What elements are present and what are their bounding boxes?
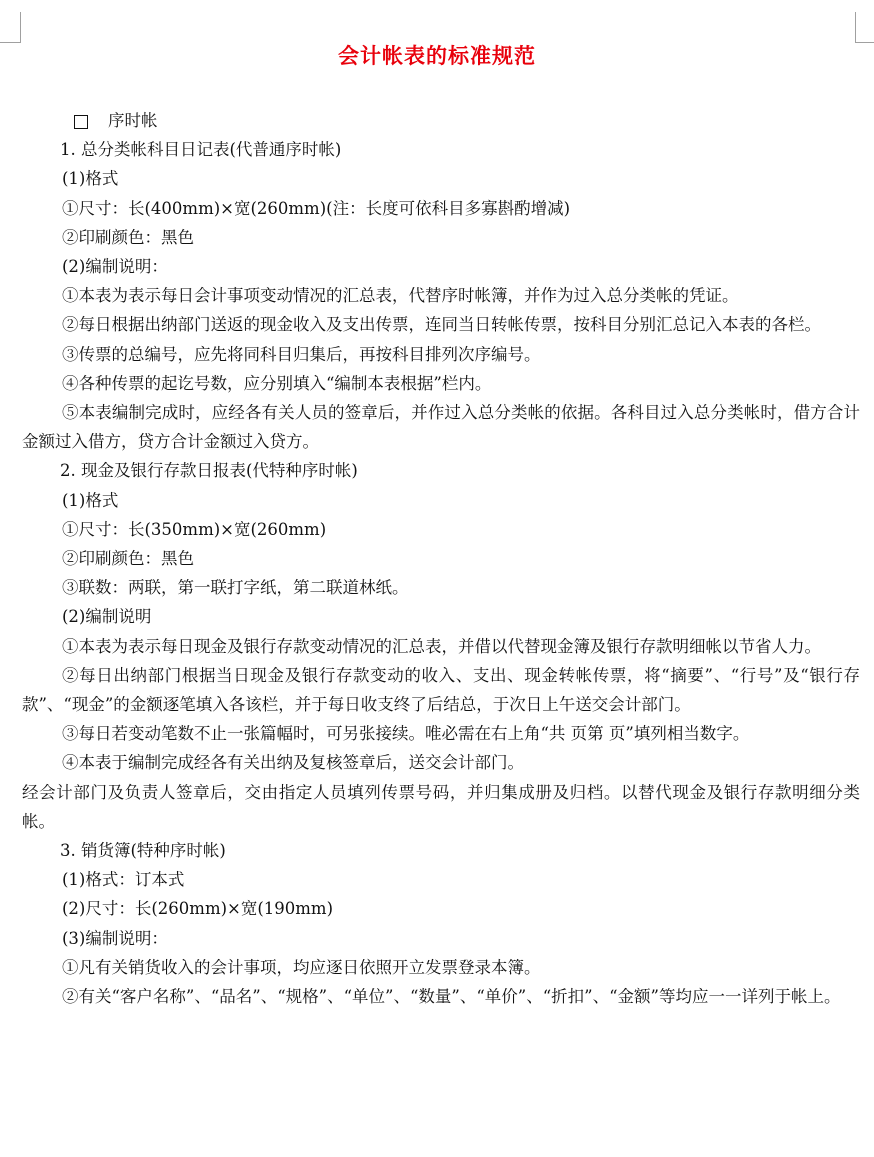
paragraph: ①本表为表示每日现金及银行存款变动情况的汇总表，并借以代替现金簿及银行存款明细帐以节省人力。: [62, 636, 821, 656]
paragraph: 经会计部门及负责人签章后，交由指定人员填列传票号码，并归集成册及归档。以替代现金及银行存款明细分类帐。: [22, 782, 860, 831]
paragraph: (3)编制说明：: [62, 928, 168, 948]
paragraph: 3. 销货簿(特种序时帐): [60, 841, 226, 861]
paragraph: (2)尺寸：长(260mm)×宽(190mm): [62, 899, 334, 919]
paragraph: ①本表为表示每日会计事项变动情况的汇总表，代替序时帐簿，并作为过入总分类帐的凭证。: [62, 286, 739, 306]
paragraph: ③每日若变动笔数不止一张篇幅时，可另张接续。唯必需在右上角“共 页第 页”填列相当数字。: [62, 724, 750, 744]
page-corner-mark-right: [855, 12, 874, 43]
paragraph: (2)编制说明: [62, 607, 152, 627]
paragraph: ②印刷颜色：黑色: [62, 549, 194, 569]
paragraph: ④本表于编制完成经各有关出纳及复核签章后，送交会计部门。: [62, 753, 524, 773]
paragraph: 2. 现金及银行存款日报表(代特种序时帐): [60, 461, 358, 481]
paragraph-list: [22, 135, 860, 1011]
page-corner-mark-left: [0, 12, 21, 43]
paragraph: (1)格式：订本式: [62, 870, 185, 890]
checkbox-icon: [74, 115, 88, 129]
paragraph: ①凡有关销货收入的会计事项，均应逐日依照开立发票登录本簿。: [62, 957, 541, 977]
paragraph: 1. 总分类帐科目日记表(代普通序时帐): [60, 140, 342, 160]
paragraph: ③传票的总编号，应先将同科目归集后，再按科目排列次序编号。: [62, 344, 541, 364]
document-body: [22, 106, 860, 1011]
paragraph: ②每日根据出纳部门送返的现金收入及支出传票，连同当日转帐传票，按科目分别汇总记入本表的各栏。: [62, 315, 821, 335]
paragraph: (2)编制说明：: [62, 257, 168, 277]
paragraph: ⑤本表编制完成时，应经各有关人员的签章后，并作过入总分类帐的依据。各科目过入总分类帐时，借方合计金额过入借方，贷方合计金额过入贷方。: [22, 403, 860, 452]
paragraph: (1)格式: [62, 490, 119, 510]
paragraph: ①尺寸：长(400mm)×宽(260mm)(注：长度可依科目多寡斟酌增减): [62, 198, 571, 218]
paragraph: ②有关“客户名称”、“品名”、“规格”、“单位”、“数量”、“单价”、“折扣”、“金额”等均应一一详列于帐上。: [62, 987, 841, 1007]
paragraph: ①尺寸：长(350mm)×宽(260mm): [62, 519, 327, 539]
section-heading: [22, 106, 860, 135]
paragraph: (1)格式: [62, 169, 119, 189]
paragraph: ②每日出纳部门根据当日现金及银行存款变动的收入、支出、现金转帐传票，将“摘要”、“行号”及“银行存款”、“现金”的金额逐笔填入各该栏，并于每日收支终了后结总，于次日上午送交会计部门。: [22, 665, 860, 715]
document-title: 会计帐表的标准规范: [338, 44, 536, 68]
paragraph: ④各种传票的起讫号数，应分别填入“编制本表根据”栏内。: [62, 373, 492, 393]
section-heading-label: 序时帐: [108, 111, 158, 130]
paragraph: ②印刷颜色：黑色: [62, 227, 194, 247]
paragraph: ③联数：两联，第一联打字纸，第二联道林纸。: [62, 578, 409, 598]
